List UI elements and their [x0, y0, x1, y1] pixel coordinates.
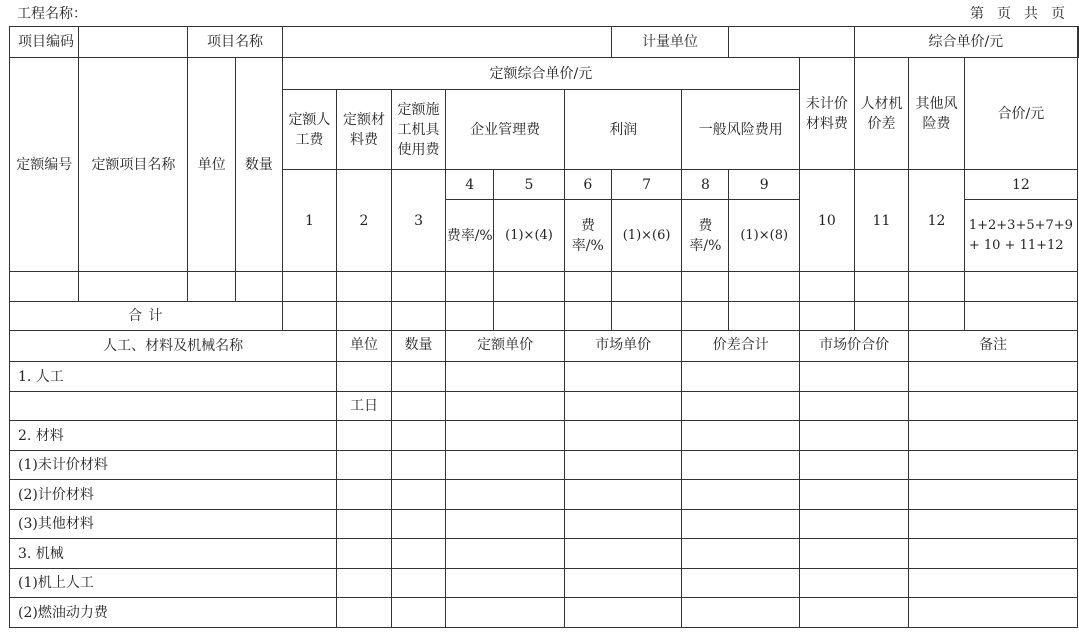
- quota-labor-header: 定额人工费: [282, 90, 337, 170]
- col-number-1: 1: [282, 170, 337, 272]
- total-formula: 1+2+3+5+7+9 + 10 + 11+12: [964, 200, 1077, 272]
- col-number-7: 7: [611, 170, 682, 200]
- row-label: [10, 392, 337, 421]
- item-name-label: 项目名称: [188, 27, 282, 58]
- quota-material-header: 定额材料费: [337, 90, 392, 170]
- labor-machine-diff-header: 人材机价差: [854, 58, 909, 170]
- resource-name-header: 人工、材料及机械名称: [10, 331, 337, 362]
- row-label: (2)计价材料: [10, 480, 337, 510]
- list-item: [10, 510, 1079, 539]
- comprehensive-unit-price-label: 综合单价/元: [854, 27, 1077, 58]
- col-number-9: 9: [729, 170, 800, 200]
- profit-header: 利润: [564, 90, 682, 170]
- unit-of-measure-label: 计量单位: [611, 27, 729, 58]
- total-price-header: 合价/元: [964, 58, 1077, 170]
- page-indicator: [957, 3, 1065, 23]
- col-number-5: 5: [494, 170, 565, 200]
- table-row: [10, 27, 1079, 58]
- col-number-3: 3: [391, 170, 446, 272]
- row-label: 1. 人工: [10, 362, 337, 392]
- table-row: [10, 58, 1079, 90]
- workday-unit: 工日: [337, 392, 392, 421]
- quantity-header: 数量: [236, 58, 283, 272]
- col-number-total: 12: [964, 170, 1077, 200]
- list-item: [10, 392, 1079, 421]
- page-label-di: 第: [970, 6, 984, 22]
- unpriced-material-header: 未计价材料费: [800, 58, 855, 170]
- risk-fee-rate: 费率/%: [682, 200, 729, 272]
- price-diff-total-header: 价差合计: [682, 331, 800, 362]
- comprehensive-unit-price-value: [1078, 27, 1079, 58]
- table-row: [10, 302, 1079, 331]
- unit-header: 单位: [188, 58, 236, 272]
- unit-of-measure-value: [729, 27, 854, 58]
- col-number-2: 2: [337, 170, 392, 272]
- list-item: [10, 480, 1079, 510]
- unit-price-analysis-table: [9, 26, 1079, 628]
- col-number-10: 10: [800, 170, 855, 272]
- page-label-ye2: 页: [1051, 6, 1065, 22]
- row-label: (1)机上人工: [10, 569, 337, 598]
- subtotal-label: 合 计: [10, 302, 283, 331]
- profit-formula: (1)×(6): [611, 200, 682, 272]
- project-name-label: 工程名称：: [17, 6, 87, 22]
- row-label: (2)燃油动力费: [10, 598, 337, 628]
- mgmt-formula: (1)×(4): [494, 200, 565, 272]
- market-total-header: 市场价合价: [800, 331, 909, 362]
- item-code-label: 项目编码: [10, 27, 79, 58]
- market-unit-price-header: 市场单价: [564, 331, 682, 362]
- col-number-4: 4: [446, 170, 494, 200]
- quota-comprehensive-unit-price-header: 定额综合单价/元: [282, 58, 799, 90]
- page-label-gong: 共: [1024, 6, 1038, 22]
- col-number-12: 12: [909, 170, 965, 272]
- quota-code-header: 定额编号: [10, 58, 79, 272]
- mgmt-fee-rate: 费率/%: [446, 200, 494, 272]
- page-label-ye: 页: [997, 6, 1011, 22]
- resource-qty-header: 数量: [391, 331, 446, 362]
- enterprise-mgmt-header: 企业管理费: [446, 90, 565, 170]
- table-row: [10, 331, 1079, 362]
- remarks-header: 备注: [909, 331, 1078, 362]
- list-item: [10, 569, 1079, 598]
- col-number-8: 8: [682, 170, 729, 200]
- table-row: [10, 272, 1079, 302]
- list-item: [10, 362, 1079, 392]
- other-risk-header: 其他风险费: [909, 58, 965, 170]
- row-label: 2. 材料: [10, 421, 337, 451]
- col-number-11: 11: [854, 170, 909, 272]
- resource-unit-header: 单位: [337, 331, 392, 362]
- quota-item-name-header: 定额项目名称: [79, 58, 188, 272]
- quota-unit-price-header: 定额单价: [446, 331, 565, 362]
- general-risk-header: 一般风险费用: [682, 90, 800, 170]
- risk-formula: (1)×(8): [729, 200, 800, 272]
- row-label: 3. 机械: [10, 539, 337, 569]
- row-label: (3)其他材料: [10, 510, 337, 539]
- quota-machine-header: 定额施工机具使用费: [391, 90, 446, 170]
- profit-fee-rate: 费率/%: [564, 200, 611, 272]
- list-item: [10, 539, 1079, 569]
- col-number-6: 6: [564, 170, 611, 200]
- list-item: [10, 451, 1079, 480]
- list-item: [10, 598, 1079, 628]
- item-name-value: [282, 27, 611, 58]
- list-item: [10, 421, 1079, 451]
- row-label: (1)未计价材料: [10, 451, 337, 480]
- item-code-value: [79, 27, 188, 58]
